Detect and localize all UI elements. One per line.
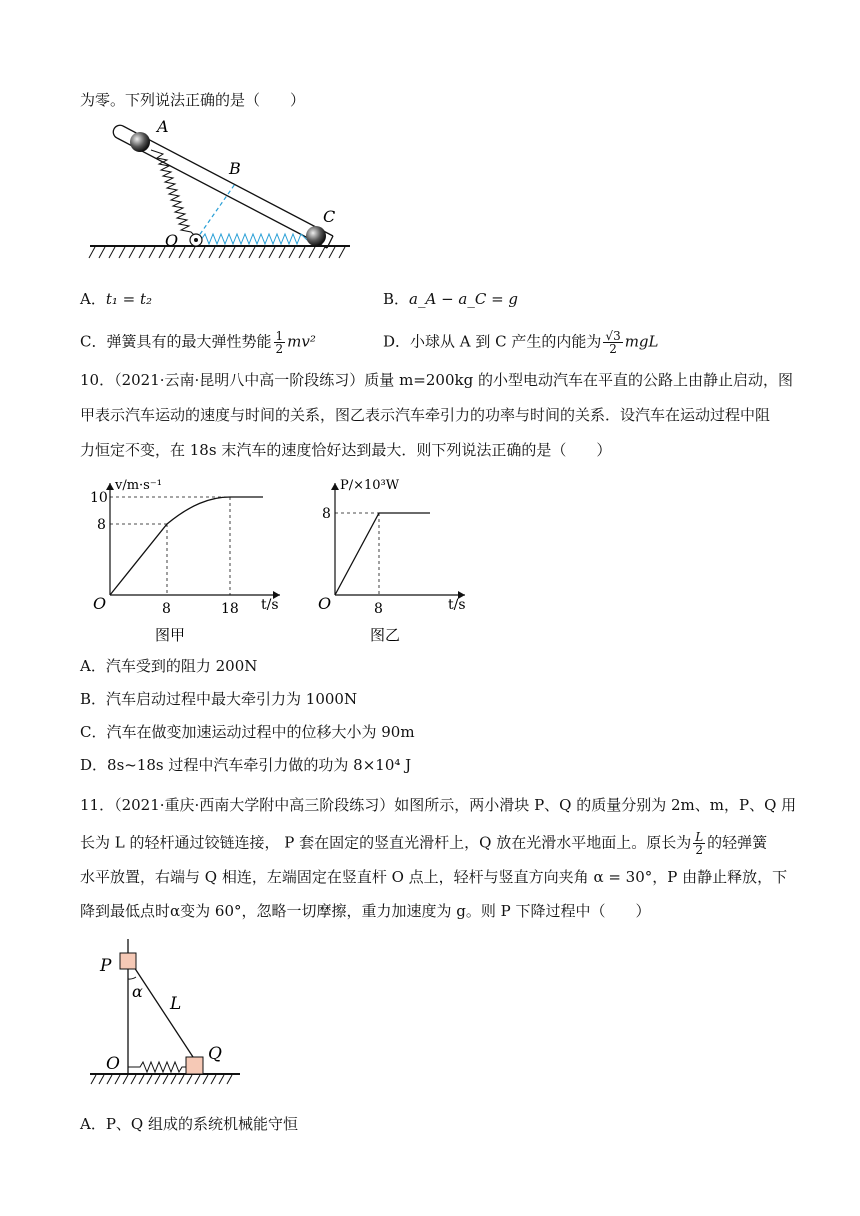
q9-intro-tail: 为零。下列说法正确的是（ ） bbox=[80, 91, 306, 109]
q10-yi-ytick-8: 8 bbox=[322, 506, 331, 522]
q10-jia-ylabel: v/m·s⁻¹ bbox=[115, 478, 162, 493]
q10-jia-xlabel: t/s bbox=[261, 597, 279, 613]
q9-label-a: A bbox=[157, 117, 169, 136]
q11-label-p: P bbox=[100, 956, 112, 976]
q10-graph-yi bbox=[310, 475, 480, 645]
q10-option-a[interactable]: A．汽车受到的阻力 200N bbox=[80, 657, 258, 675]
q9-option-c[interactable]: C．弹簧具有的最大弹性势能 $\frac{1}{2}$ mv² bbox=[80, 329, 316, 356]
q9-option-b[interactable]: B．a_A − a_C = g bbox=[383, 290, 519, 308]
q11-label-l: L bbox=[170, 994, 182, 1014]
q11-stem-line1: 11．（2021·重庆·西南大学附中高三阶段练习）如图所示，两小滑块 P、Q 的质量分别为 2m、m，P、Q 用 bbox=[80, 796, 797, 814]
q10-graph-jia bbox=[85, 475, 285, 645]
q9-option-d[interactable]: D．小球从 A 到 C 产生的内能为 $\frac{√3}{2}$ mgL bbox=[383, 329, 659, 356]
q10-stem-line3: 力恒定不变，在 18s 末汽车的速度恰好达到最大．则下列说法正确的是（ ） bbox=[80, 441, 612, 459]
q10-yi-caption: 图乙 bbox=[370, 626, 401, 644]
q11-option-a[interactable]: A．P、Q 组成的系统机械能守恒 bbox=[80, 1115, 298, 1133]
q11-stem-line2: 长为 L 的轻杆通过铰链连接， P 套在固定的竖直光滑杆上，Q 放在光滑水平地面上。原长为 $\frac{L}{2}$ 的轻弹簧 bbox=[80, 830, 768, 857]
q10-yi-origin: O bbox=[318, 594, 332, 613]
q11-label-q: Q bbox=[208, 1044, 222, 1064]
q10-option-b[interactable]: B．汽车启动过程中最大牵引力为 1000N bbox=[80, 690, 358, 708]
q9-figure bbox=[85, 118, 355, 266]
q10-yi-xtick-8: 8 bbox=[374, 601, 383, 617]
q10-stem-line2: 甲表示汽车运动的速度与时间的关系，图乙表示汽车牵引力的功率与时间的关系．设汽车在运动过程中阻 bbox=[80, 406, 771, 424]
q9-label-c: C bbox=[323, 207, 336, 226]
q9-option-d-fraction: $\frac{√3}{2}$ bbox=[605, 329, 621, 356]
q10-option-d[interactable]: D．8s~18s 过程中汽车牵引力做的功为 8×10⁴ J bbox=[80, 756, 412, 774]
q10-jia-caption: 图甲 bbox=[155, 626, 186, 644]
q10-jia-xtick-18: 18 bbox=[221, 601, 239, 617]
q10-yi-xlabel: t/s bbox=[448, 597, 466, 613]
q10-yi-ylabel: P/×10³W bbox=[340, 478, 400, 493]
q9-label-o: O bbox=[165, 231, 179, 250]
q11-label-o: O bbox=[106, 1054, 120, 1074]
q11-stem-line3: 水平放置，右端与 Q 相连，左端固定在竖直杆 O 点上，轻杆与竖直方向夹角 α = 30°，P 由静止释放，下 bbox=[80, 868, 788, 886]
q10-jia-ytick-10: 10 bbox=[90, 490, 108, 506]
q9-label-b: B bbox=[229, 159, 241, 178]
q10-stem-line1: 10．（2021·云南·昆明八中高一阶段练习）质量 m=200kg 的小型电动汽车在平直的公路上由静止启动，图 bbox=[80, 371, 793, 389]
q10-jia-xtick-8: 8 bbox=[162, 601, 171, 617]
q11-figure bbox=[90, 935, 240, 1085]
q9-option-c-fraction: $\frac{1}{2}$ bbox=[275, 329, 284, 356]
q11-fraction-l-over-2: $\frac{L}{2}$ bbox=[695, 830, 704, 857]
q11-label-alpha: α bbox=[132, 982, 143, 1001]
q10-jia-origin: O bbox=[93, 594, 107, 613]
q10-jia-ytick-8: 8 bbox=[97, 517, 106, 533]
q11-stem-line4: 降到最低点时α变为 60°，忽略一切摩擦，重力加速度为 g。则 P 下降过程中（ ） bbox=[80, 902, 651, 920]
q10-option-c[interactable]: C．汽车在做变加速运动过程中的位移大小为 90m bbox=[80, 723, 415, 741]
q9-option-a[interactable]: A．t₁ = t₂ bbox=[80, 290, 153, 308]
